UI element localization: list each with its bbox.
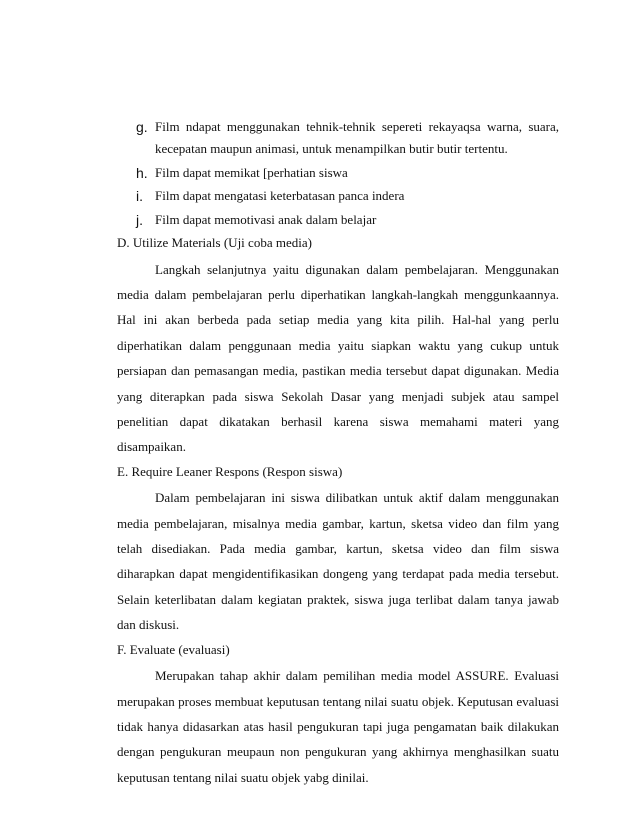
- list-marker: g.: [136, 119, 148, 135]
- section-utilize-materials: [117, 232, 559, 460]
- list-marker: j.: [136, 211, 143, 228]
- section-paragraph: Langkah selanjutnya yaitu digunakan dalam pembelajaran. Menggunakan media dalam pembelajaran perlu diperhatikan langkah-langkah menggunkaannya. Hal ini akan berbeda pada setiap media yang kita pilih. Hal-hal yang perlu diperhatikan dalam penggunaan media yaitu siapkan waktu yang cukup untuk persiapan dan pemasangan media, pastikan media tersebut dapat digunakan. Media yang diterapkan pada siswa Sekolah Dasar yang menjadi subjek atau sampel penelitian dapat dikatakan berhasil karena siswa memahami materi yang disampaikan.: [117, 261, 559, 455]
- list-item-j: [117, 209, 559, 231]
- list-marker: h.: [136, 164, 148, 181]
- list-item-text: Film dapat memotivasi anak dalam belajar: [155, 211, 377, 227]
- section-heading: F. Evaluate (evaluasi): [117, 641, 230, 657]
- film-advantages-list: [117, 116, 559, 231]
- list-item-h: [117, 162, 559, 184]
- page-content: [117, 116, 559, 791]
- list-item-text: Film dapat mengatasi keterbatasan panca indera: [155, 188, 405, 203]
- section-heading: E. Require Leaner Respons (Respon siswa): [117, 463, 343, 479]
- section-paragraph: Dalam pembelajaran ini siswa dilibatkan untuk aktif dalam menggunakan media pembelajaran, misalnya media gambar, kartun, sketsa video dan film yang telah disediakan. Pada media gambar, kartun, sketsa video dan film siswa diharapkan dapat mengidentifikasikan dongeng yang terdapat pada media tersebut. Selain keterlibatan dalam kegiatan praktek, siswa juga terlibat dalam tanya jawab dan diskusi.: [117, 490, 559, 633]
- section-require-learner-response: [117, 461, 559, 638]
- list-marker: i.: [136, 188, 143, 204]
- list-item-i: [117, 185, 559, 207]
- list-item-text: Film ndapat menggunakan tehnik-tehnik sepereti rekayaqsa warna, suara, kecepatan maupun animasi, untuk menampilkan butir butir tertentu.: [155, 119, 559, 156]
- section-heading: D. Utilize Materials (Uji coba media): [117, 235, 312, 250]
- list-item-g: [117, 116, 559, 160]
- section-evaluate: [117, 639, 559, 791]
- list-item-text: Film dapat memikat [perhatian siswa: [155, 164, 348, 180]
- section-paragraph: Merupakan tahap akhir dalam pemilihan media model ASSURE. Evaluasi merupakan proses membuat keputusan tentang nilai suatu objek. Keputusan evaluasi tidak hanya didasarkan atas hasil pengukuran tapi juga pengamatan baik dilakukan dengan pengukuran meupaun non pengukuran yang akhirnya menghasilkan suatu keputusan tentang nilai suatu objek yabg dinilai.: [117, 668, 559, 785]
